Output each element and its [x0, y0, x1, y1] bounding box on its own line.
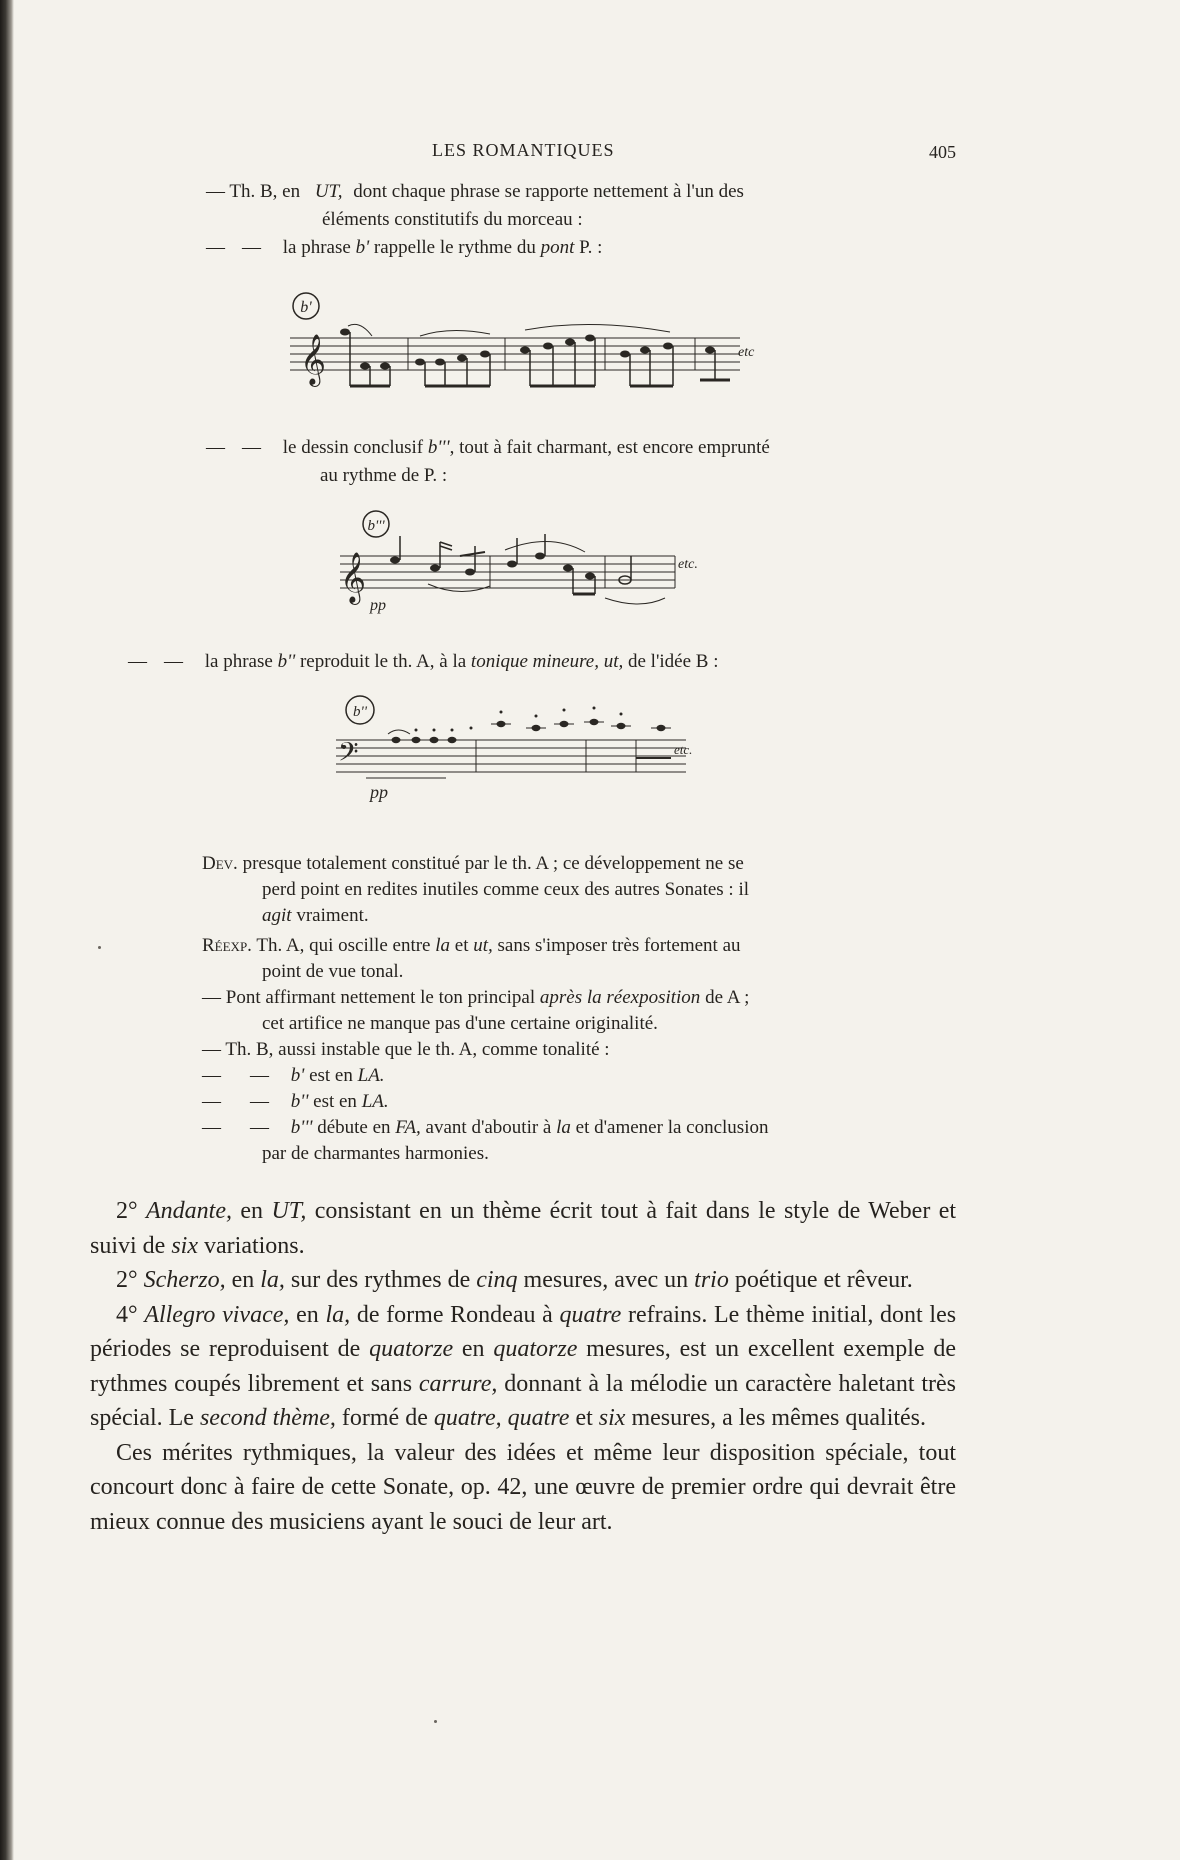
- example-etc-b2: etc.: [674, 742, 693, 757]
- pont-line-1: — Pont affirmant nettement le ton principal après la réexposition de A ;: [202, 987, 750, 1008]
- music-example-b1: [290, 290, 770, 402]
- dev-line-1: Dev. presque totalement constitué par le th. A ; ce développement ne se: [202, 853, 744, 874]
- th-b2-b3: — — b''' débute en FA, avant d'aboutir à la et d'amener la conclusion: [202, 1117, 769, 1138]
- margin-dot: [98, 946, 101, 949]
- example-etc-b1: etc: [738, 345, 755, 360]
- reexp-line-2: point de vue tonal.: [262, 961, 404, 982]
- th-b2-b3-cont: par de charmantes harmonies.: [262, 1143, 489, 1164]
- th-b2-b2: — — b'' est en LA.: [202, 1091, 389, 1112]
- dessin-line: — — le dessin conclusif b''', tout à fait charmant, est encore emprunté: [206, 437, 770, 458]
- th-b-line: — Th. B, en UT, dont chaque phrase se rapporte nettement à l'un des: [206, 181, 744, 202]
- example-label-b2: b'': [353, 704, 367, 720]
- dev-line-3: agit vraiment.: [262, 905, 369, 926]
- dev-line-2: perd point en redites inutiles comme ceux des autres Sonates : il: [262, 879, 750, 900]
- phrase-b1-line: — — la phrase b' rappelle le rythme du pont P. :: [206, 237, 603, 258]
- phrase-b2-line: — — la phrase b'' reproduit le th. A, à la tonique mineure, ut, de l'idée B :: [128, 651, 719, 672]
- page-number: 405: [929, 142, 956, 162]
- example-label-b1: b': [300, 299, 312, 316]
- svg-text:𝄢: 𝄢: [338, 736, 359, 774]
- reexp-line-1: Réexp. Th. A, qui oscille entre la et ut, sans s'imposer très fortement au: [202, 935, 741, 956]
- example-dynamic-b3: pp: [370, 597, 386, 614]
- music-example-b3: [340, 506, 700, 622]
- music-example-b2: [336, 690, 736, 806]
- th-b2-line: — Th. B, aussi instable que le th. A, comme tonalité :: [202, 1039, 610, 1060]
- page-binding-edge: [0, 0, 14, 1860]
- movements-text: [90, 1194, 956, 1539]
- svg-text:𝄞: 𝄞: [340, 552, 367, 603]
- th-b2-b1: — — b' est en LA.: [202, 1065, 385, 1086]
- svg-text:𝄞: 𝄞: [300, 334, 327, 385]
- th-b-line-cont: éléments constitutifs du morceau :: [322, 209, 583, 230]
- scherzo-paragraph: 2° Scherzo, en la, sur des rythmes de cinq mesures, avec un trio poétique et rêveur.: [116, 1267, 913, 1293]
- bottom-dot: [434, 1720, 437, 1723]
- running-title: LES ROMANTIQUES: [432, 140, 615, 160]
- dessin-line-cont: au rythme de P. :: [320, 465, 448, 486]
- running-head: [0, 140, 1180, 164]
- andante-paragraph: 2° Andante, en UT, consistant en un thème écrit tout à fait dans le style de Weber et suivi de six variations.: [90, 1198, 957, 1259]
- example-etc-b3: etc.: [678, 557, 698, 572]
- pont-line-2: cet artifice ne manque pas d'une certaine originalité.: [262, 1013, 658, 1034]
- allegro-paragraph: 4° Allegro vivace, en la, de forme Rondeau à quatre refrains. Le thème initial, dont les périodes se reproduisent de quatorze en quatorze mesures, est un excellent exemple de rythmes coupés librement et sans carrure, donnant à la mélodie un caractère haletant très spécial. Le second thème, formé de quatre, quatre et six mesures, a les mêmes qualités.: [90, 1301, 957, 1431]
- example-label-b3: b''': [367, 518, 385, 534]
- conclusion-paragraph: Ces mérites rythmiques, la valeur des idées et même leur disposition spéciale, tout concourt donc à faire de cette Sonate, op. 42, une œuvre de premier ordre qui devrait être mieux connue des musiciens ayant le souci de leur art.: [90, 1439, 956, 1535]
- example-dynamic-b2: pp: [370, 782, 388, 802]
